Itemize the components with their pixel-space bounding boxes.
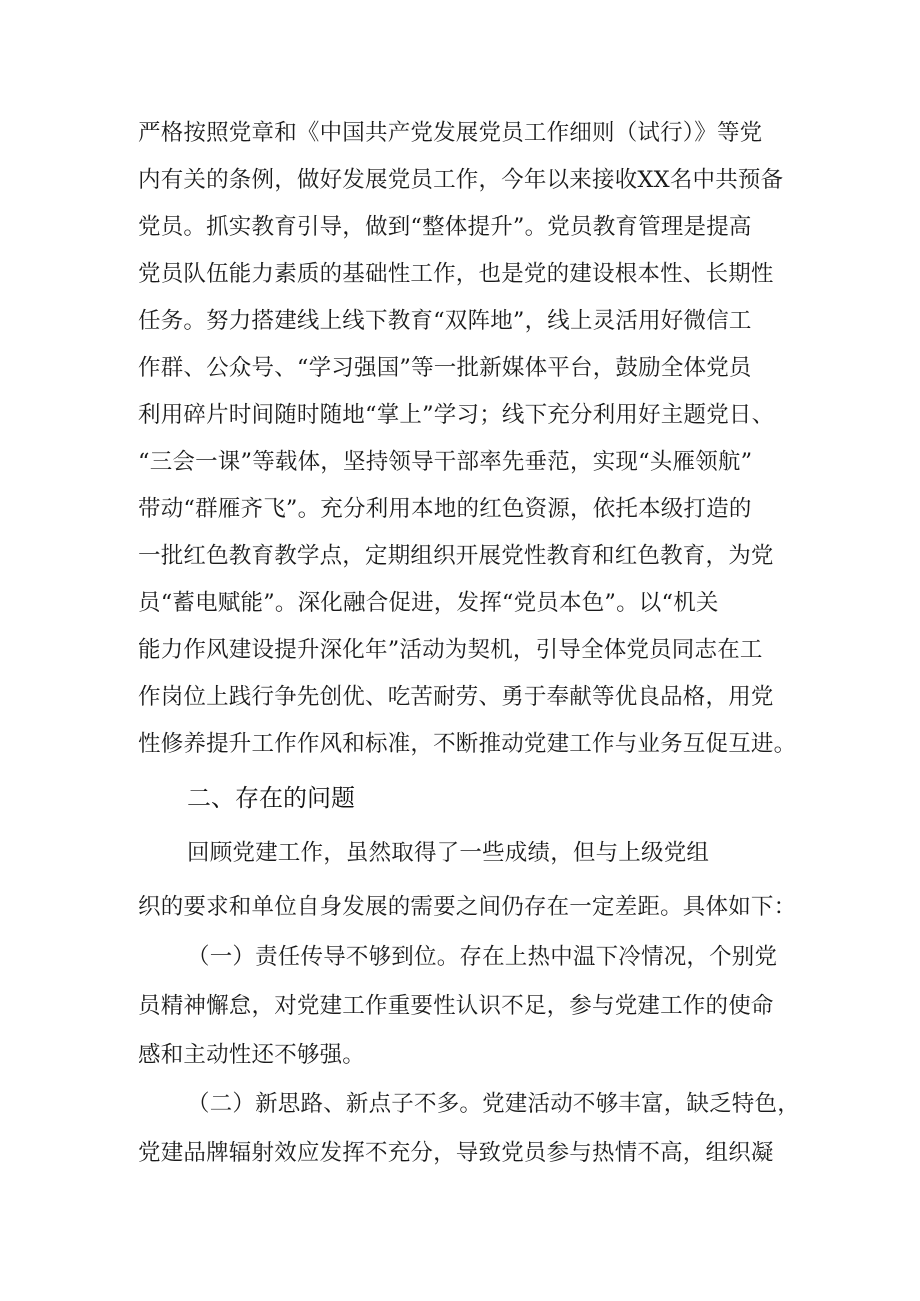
text-line: 内有关的条例，做好发展党员工作，今年以来接收XX名中共预备 xyxy=(138,167,784,193)
text-line: 员“蓄电赋能”。深化融合促进，发挥“党员本色”。以“机关 xyxy=(138,590,719,616)
text-line: “三会一课”等载体，坚持领导干部率先垂范，实现“头雁领航” xyxy=(138,449,753,475)
text-line: 员精神懈怠，对党建工作重要性认识不足，参与党建工作的使命 xyxy=(138,993,774,1019)
text-line: 一批红色教育教学点，定期组织开展党性教育和红色教育，为党 xyxy=(138,543,774,569)
text-line: 感和主动性还不够强。 xyxy=(138,1042,366,1068)
text-line: （二）新思路、新点子不多。党建活动不够丰富，缺乏特色， xyxy=(187,1091,800,1117)
text-line: 党员队伍能力素质的基础性工作，也是党的建设根本性、长期性 xyxy=(138,261,774,287)
section-heading: 二、存在的问题 xyxy=(187,784,355,812)
text-line: 任务。努力搭建线上线下教育“双阵地”，线上灵活用好微信工 xyxy=(138,308,752,334)
text-line: 作岗位上践行争先创优、吃苦耐劳、勇于奉献等优良品格，用党 xyxy=(138,684,774,710)
text-line: 织的要求和单位自身发展的需要之间仍存在一定差距。具体如下： xyxy=(138,894,797,920)
text-line: 党建品牌辐射效应发挥不充分，导致党员参与热情不高，组织凝 xyxy=(138,1140,774,1166)
text-line: 作群、公众号、“学习强国”等一批新媒体平台，鼓励全体党员 xyxy=(138,355,752,381)
text-line: 利用碎片时间随时随地“掌上”学习；线下充分利用好主题党日、 xyxy=(138,402,775,428)
text-line: 能力作风建设提升深化年”活动为契机，引导全体党员同志在工 xyxy=(138,637,763,663)
text-line: （一）责任传导不够到位。存在上热中温下冷情况，个别党 xyxy=(187,944,778,970)
text-line: 党员。抓实教育引导，做到“整体提升”。党员教育管理是提高 xyxy=(138,214,752,240)
text-line: 严格按照党章和《中国共产党发展党员工作细则（试行）》等党 xyxy=(138,120,763,146)
text-line: 回顾党建工作，虽然取得了一些成绩，但与上级党组 xyxy=(187,840,710,866)
text-line: 带动“群雁齐飞”。充分利用本地的红色资源，依托本级打造的 xyxy=(138,496,752,522)
text-line: 性修养提升工作作风和标准，不断推动党建工作与业务互促互进。 xyxy=(138,731,797,757)
